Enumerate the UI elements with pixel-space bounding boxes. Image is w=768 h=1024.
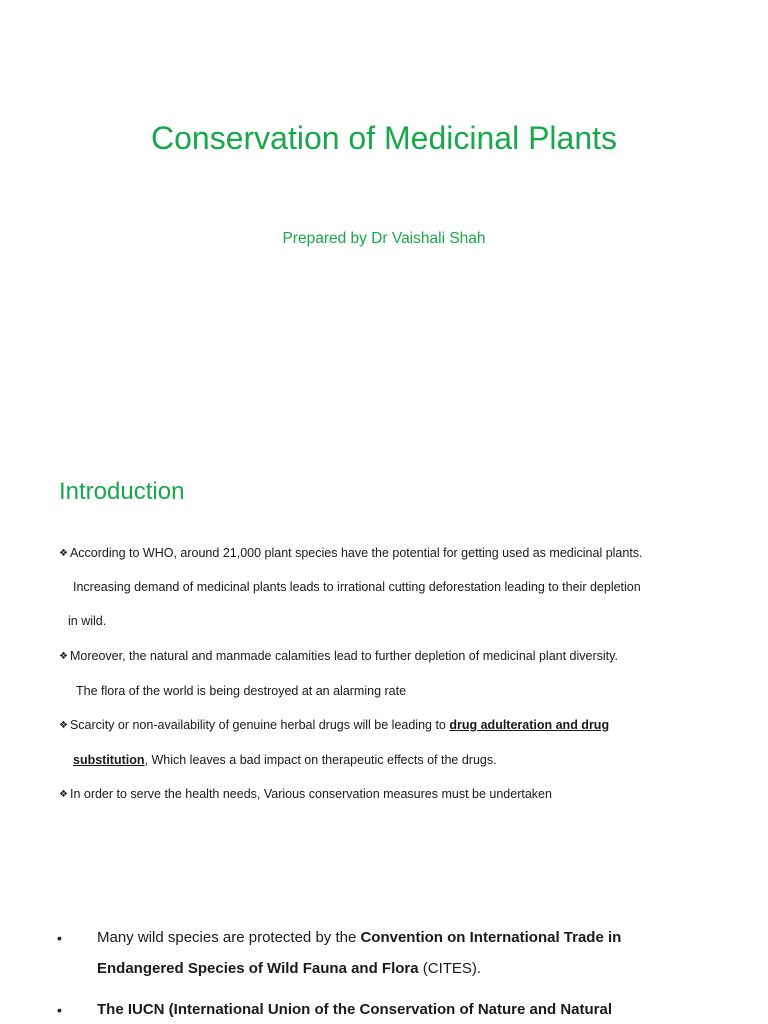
intro-point-4-line-1: [59, 786, 552, 804]
intro-point-1-line-2: Increasing demand of medicinal plants leads to irrational cutting deforestation leading to their depletion: [73, 580, 641, 594]
diamond-bullet-icon: ❖: [59, 548, 68, 559]
section-heading-introduction: Introduction: [59, 478, 185, 505]
intro-point-1-line-3: in wild.: [68, 614, 107, 628]
author-line: Prepared by Dr Vaishali Shah: [282, 230, 486, 247]
intro-point-2-line-1: [59, 648, 618, 666]
intro-text: In order to serve the health needs, Various conservation measures must be undertaken: [69, 787, 552, 801]
intro-text: , Which leaves a bad impact on therapeutic effects of the drugs.: [144, 753, 497, 767]
bullet-icon: •: [57, 1002, 62, 1018]
intro-point-1-line-1: [59, 545, 643, 563]
diamond-bullet-icon: ❖: [59, 720, 68, 731]
bullet-2-line-1: [97, 1000, 612, 1020]
intro-point-3-line-2: [73, 752, 497, 768]
intro-text: According to WHO, around 21,000 plant species have the potential for getting used as medicinal plants.: [69, 546, 643, 560]
document-title: Conservation of Medicinal Plants: [150, 120, 617, 156]
bold-term: The IUCN (International Union of the Conservation of Nature and Natural: [97, 1001, 613, 1018]
underlined-term: substitution: [73, 753, 145, 767]
intro-point-3-line-1: [59, 717, 609, 735]
bullet-text: Many wild species are protected by the: [97, 929, 361, 946]
bullet-text: (CITES).: [418, 960, 482, 977]
bullet-icon: •: [57, 930, 62, 946]
intro-text: Moreover, the natural and manmade calamities lead to further depletion of medicinal plant diversity.: [69, 649, 618, 663]
bold-term: Endangered Species of Wild Fauna and Flora: [97, 960, 419, 977]
intro-text: Scarcity or non-availability of genuine herbal drugs will be leading to: [69, 718, 450, 732]
diamond-bullet-icon: ❖: [59, 789, 68, 800]
intro-point-2-line-2: The flora of the world is being destroyed at an alarming rate: [76, 684, 407, 698]
bullet-1-line-2: [97, 959, 481, 979]
diamond-bullet-icon: ❖: [59, 651, 68, 662]
bullet-1-line-1: [97, 928, 621, 948]
bold-term: Convention on International Trade in: [360, 929, 622, 946]
underlined-term: drug adulteration and drug: [449, 718, 610, 732]
